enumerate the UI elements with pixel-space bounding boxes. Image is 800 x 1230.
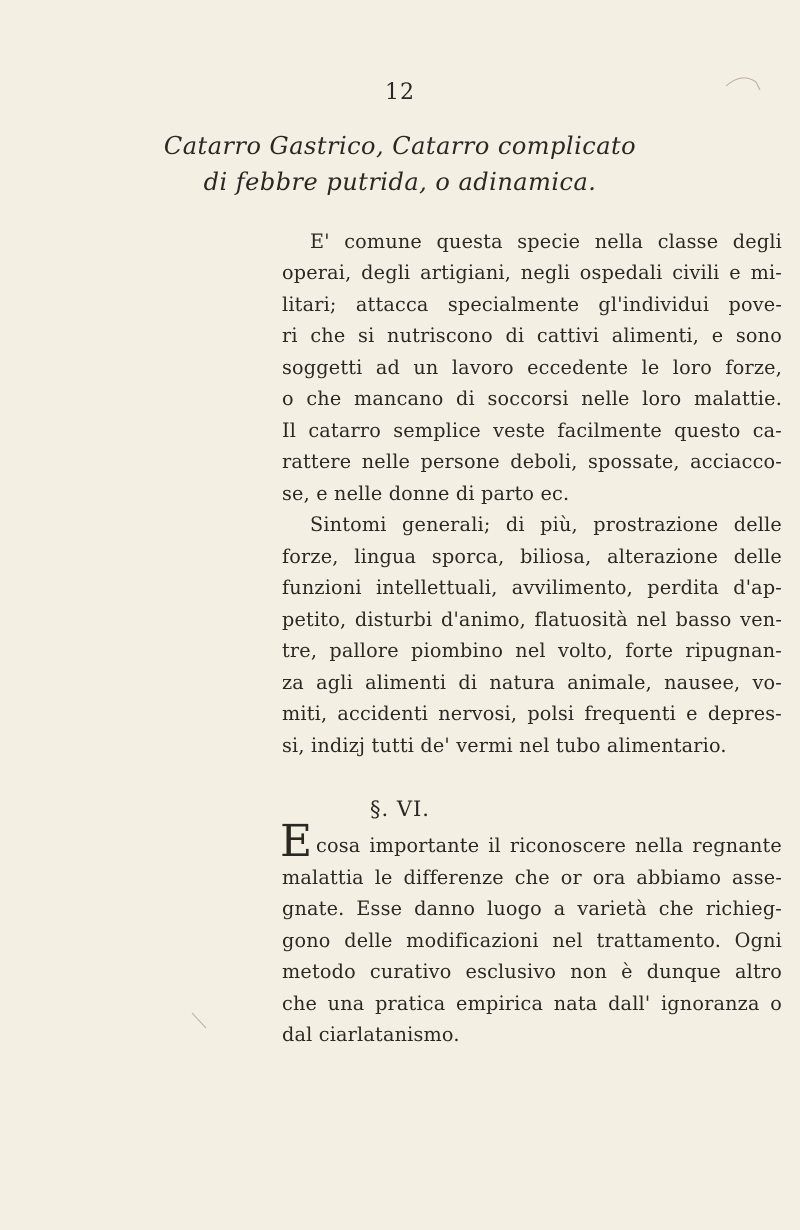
section-heading: §. VI. (370, 797, 430, 821)
chapter-heading-line-2: di febbre putrida, o adinamica. (203, 168, 597, 196)
text-line: dal ciarlatanismo. (282, 1023, 460, 1046)
drop-cap: E (280, 816, 313, 867)
text-line: miti, accidenti nervosi, polsi frequenti e depres- (282, 702, 782, 725)
text-line: che una pratica empirica nata dall' ignoranza o (282, 992, 782, 1015)
text-line: za agli alimenti di natura animale, nausee, vo- (282, 671, 782, 694)
text-line: operai, degli artigiani, negli ospedali civili e mi- (282, 261, 782, 284)
text-line: ri che si nutriscono di cattivi alimenti, e sono (282, 324, 782, 347)
text-line: gono delle modificazioni nel trattamento. Ogni (282, 929, 782, 952)
text-line: cosa importante il riconoscere nella regnante (316, 834, 782, 857)
text-line: petito, disturbi d'animo, flatuosità nel basso ven- (282, 608, 782, 631)
text-line: si, indizj tutti de' vermi nel tubo alimentario. (282, 734, 727, 757)
chapter-heading-line-1: Catarro Gastrico, Catarro complicato (163, 132, 637, 160)
text-line: se, e nelle donne di parto ec. (282, 482, 570, 505)
text-line: funzioni intellettuali, avvilimento, perdita d'ap- (282, 576, 782, 599)
text-line: Il catarro semplice veste facilmente questo ca- (282, 419, 782, 442)
page-number: 12 (385, 80, 415, 105)
text-line: E' comune questa specie nella classe degli (310, 230, 782, 253)
text-line: metodo curativo esclusivo non è dunque altro (282, 960, 782, 983)
text-line: o che mancano di soccorsi nelle loro malattie. (282, 387, 782, 410)
text-line: gnate. Esse danno luogo a varietà che richieg- (282, 897, 782, 920)
text-line: forze, lingua sporca, biliosa, alterazione delle (282, 545, 782, 568)
text-line: tre, pallore piombino nel volto, forte ripugnan- (282, 639, 782, 662)
text-line: soggetti ad un lavoro eccedente le loro forze, (282, 356, 782, 379)
text-line: malattia le differenze che or ora abbiamo asse- (282, 866, 782, 889)
text-line: rattere nelle persone deboli, spossate, acciacco- (282, 450, 782, 473)
text-line: Sintomi generali; di più, prostrazione delle (310, 513, 782, 536)
text-line: litari; attacca specialmente gl'individui pove- (282, 293, 782, 316)
